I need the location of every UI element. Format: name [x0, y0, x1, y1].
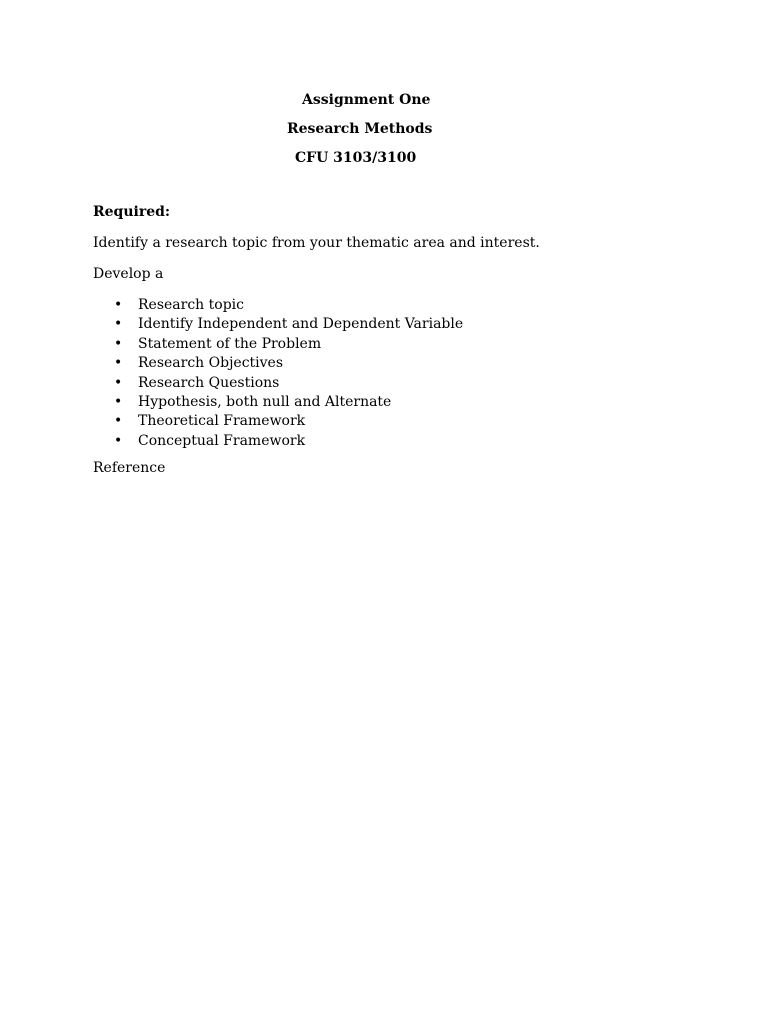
assignment-title: Assignment One [302, 92, 431, 108]
list-item-text: Conceptual Framework [138, 432, 306, 449]
reference-label: Reference [93, 460, 166, 476]
course-name: Research Methods [287, 121, 433, 137]
bullet-icon: • [114, 413, 123, 430]
bullet-icon: • [114, 335, 123, 352]
bullet-icon: • [114, 374, 123, 391]
instruction-text: Identify a research topic from your thematic area and interest. [93, 235, 540, 251]
list-item-text: Research topic [138, 297, 244, 313]
required-label: Required: [93, 204, 171, 220]
develop-label: Develop a [93, 266, 164, 282]
bullet-icon: • [114, 432, 123, 449]
bullet-icon: • [114, 316, 123, 333]
list-item-text: Hypothesis, both null and Alternate [138, 393, 392, 410]
list-item-text: Statement of the Problem [138, 335, 322, 352]
course-code: CFU 3103/3100 [295, 150, 417, 166]
bullet-icon: • [114, 393, 123, 410]
bullet-icon: • [114, 355, 123, 372]
document-heading [0, 86, 768, 173]
list-item-text: Research Questions [138, 374, 280, 391]
bullet-icon: • [114, 297, 123, 313]
list-item-text: Identify Independent and Dependent Variable [138, 316, 464, 333]
list-item-text: Research Objectives [138, 355, 284, 372]
list-item-text: Theoretical Framework [138, 413, 306, 430]
